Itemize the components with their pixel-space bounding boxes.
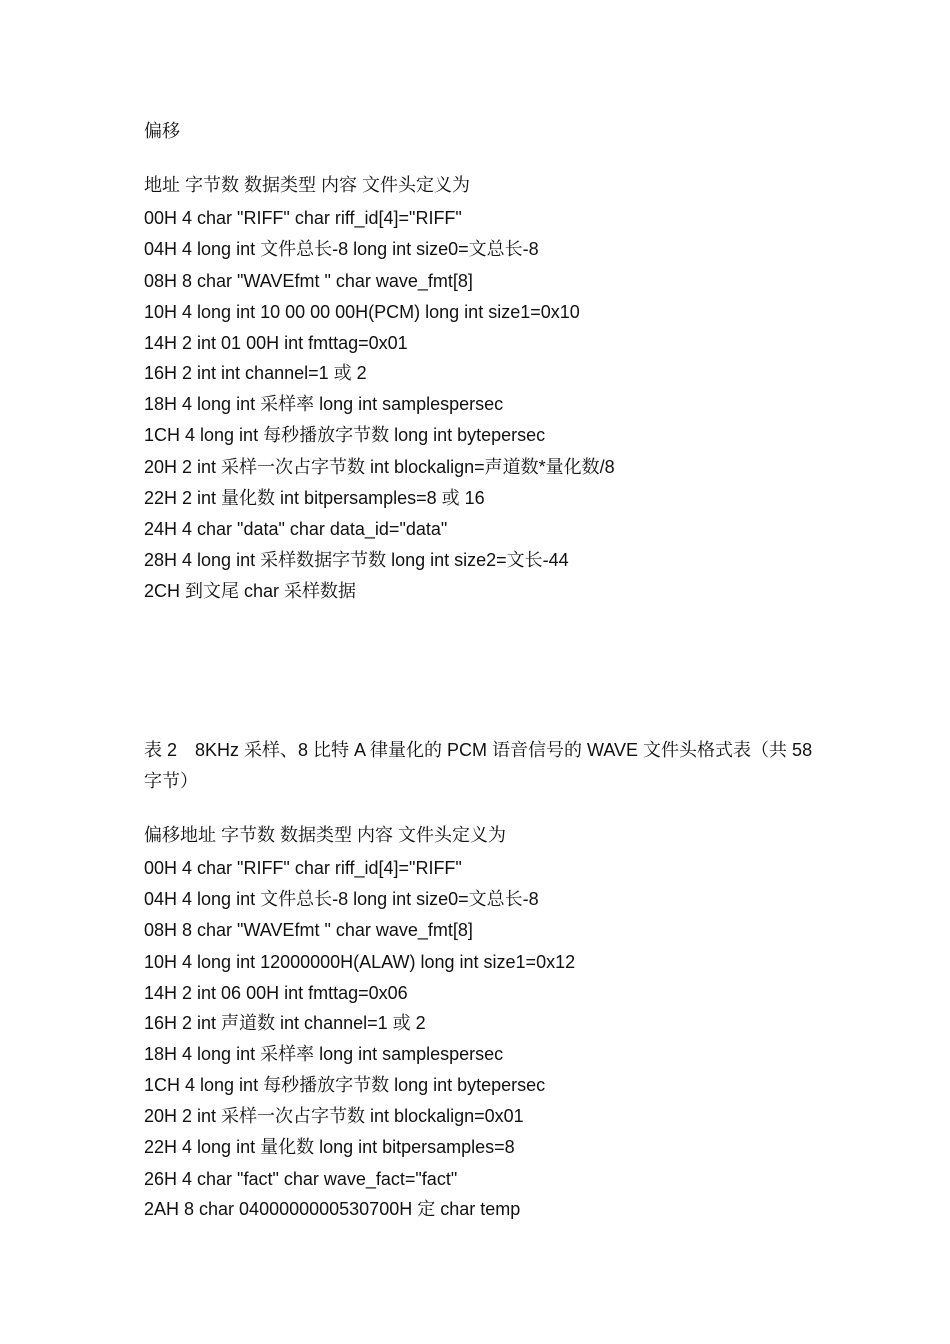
block2-row: 16H 2 int 声道数 int channel=1 或 2	[144, 1013, 426, 1033]
block1-row: 10H 4 long int 10 00 00 00H(PCM) long int size1=0x10	[144, 302, 580, 322]
block1-row: 20H 2 int 采样一次占字节数 int blockalign=声道数*量化数/8	[144, 457, 615, 477]
block2-row: 20H 2 int 采样一次占字节数 int blockalign=0x01	[144, 1106, 524, 1126]
block2-row: 08H 8 char "WAVEfmt " char wave_fmt[8]	[144, 920, 473, 940]
block2-row: 10H 4 long int 12000000H(ALAW) long int size1=0x12	[144, 952, 576, 972]
block1-row: 04H 4 long int 文件总长-8 long int size0=文总长-8	[144, 239, 539, 259]
block2-row: 1CH 4 long int 每秒播放字节数 long int bytepersec	[144, 1075, 546, 1095]
block1-row: 1CH 4 long int 每秒播放字节数 long int bytepersec	[144, 425, 546, 445]
block2-row: 18H 4 long int 采样率 long int samplespersec	[144, 1044, 504, 1064]
block2-column-header: 偏移地址 字节数 数据类型 内容 文件头定义为	[144, 825, 507, 845]
block1-row: 08H 8 char "WAVEfmt " char wave_fmt[8]	[144, 271, 473, 291]
block2-row: 26H 4 char "fact" char wave_fact="fact"	[144, 1169, 458, 1189]
block1-row: 2CH 到文尾 char 采样数据	[144, 581, 357, 601]
block1-row: 24H 4 char "data" char data_id="data"	[144, 519, 448, 539]
block2-row: 00H 4 char "RIFF" char riff_id[4]="RIFF"	[144, 858, 462, 878]
block2-row: 22H 4 long int 量化数 long int bitpersamples=8	[144, 1137, 515, 1157]
block1-row: 00H 4 char "RIFF" char riff_id[4]="RIFF"	[144, 208, 462, 228]
block2-row: 04H 4 long int 文件总长-8 long int size0=文总长-8	[144, 889, 539, 909]
block2-row: 14H 2 int 06 00H int fmttag=0x06	[144, 983, 408, 1003]
table-caption: 表 2 8KHz 采样、8 比特 A 律量化的 PCM 语音信号的 WAVE 文件头格式表（共 58 字节）	[144, 740, 813, 791]
block1-column-header: 地址 字节数 数据类型 内容 文件头定义为	[144, 175, 471, 195]
block1-heading: 偏移	[144, 121, 180, 141]
block1-row: 18H 4 long int 采样率 long int samplespersec	[144, 394, 504, 414]
block2-row: 2AH 8 char 0400000000530700H 定 char temp	[144, 1199, 521, 1219]
block1-row: 22H 2 int 量化数 int bitpersamples=8 或 16	[144, 488, 485, 508]
block1-row: 28H 4 long int 采样数据字节数 long int size2=文长-44	[144, 550, 569, 570]
block1-row: 14H 2 int 01 00H int fmttag=0x01	[144, 333, 408, 353]
block1-row: 16H 2 int int channel=1 或 2	[144, 363, 367, 383]
